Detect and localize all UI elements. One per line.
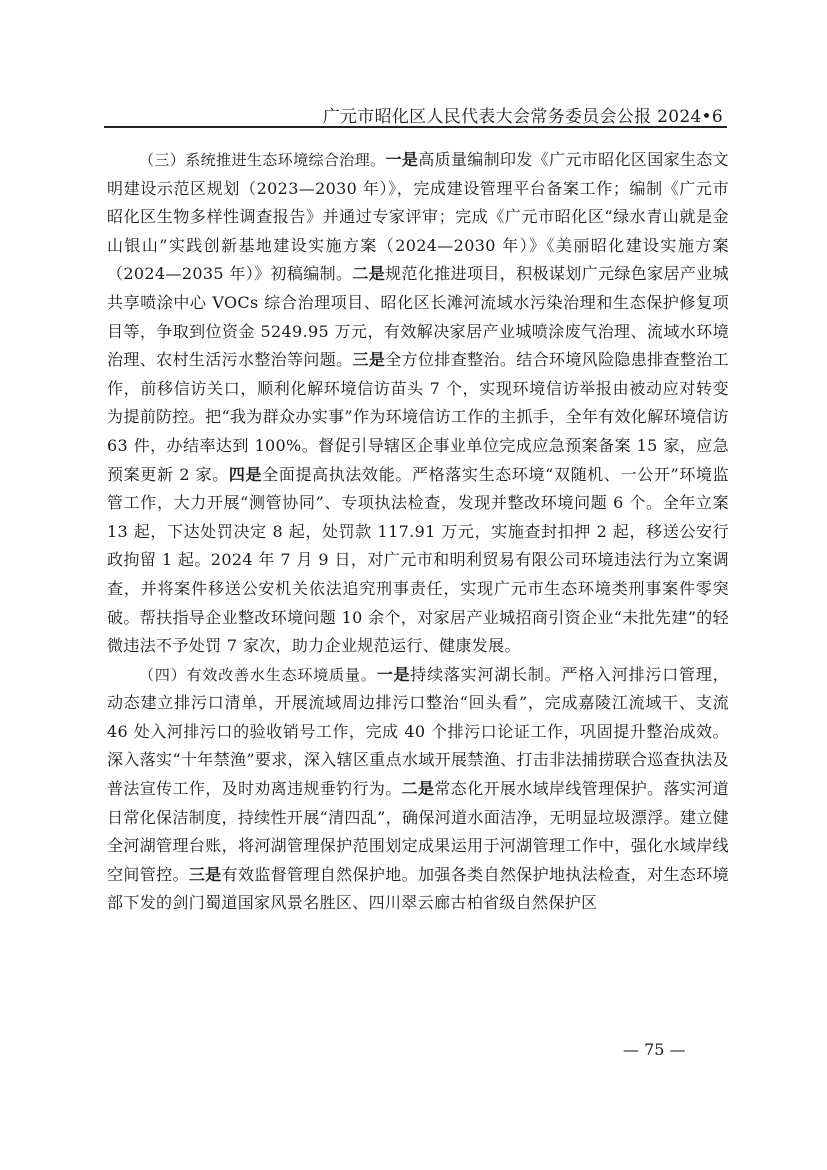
- emphasis-text: 三是: [188, 864, 222, 884]
- body-text: 全面提高执法效能。严格落实生态环境“双随机、一公开”环境监管工作，大力开展“测管协同”、专项执法检查，发现并整改环境问题 6 个。全年立案 13 起，下达处罚决定 8 起，处罚款 117.91 万元，实施查封扣押 2 起，移送公安行政拘留 1 起。2024 年 7 月 9 日，对广元市和明利贸易有限公司环境违法行为立案调查，并将案件移送公安机关依法追究刑事责任，实现广元市生态环境类刑事案件零突破。帮扶指导企业整改环境问题 10 余个，对家居产业城招商引资企业“未批先建”的轻微违法不予处罚 7 家次，助力企业规范运行、健康发展。: [107, 464, 729, 656]
- emphasis-text: 一是: [376, 664, 411, 684]
- body-text: 规范化推进项目，积极谋划广元绿色家居产业城共享喷涂中心 VOCs 综合治理项目、昭化区长滩河流域水污染治理和生态保护修复项目等，争取到位资金 5249.95 万元，有效解决家居产业城喷涂废气治理、流域水环境治理、农村生活污水整治等问题。: [107, 264, 729, 370]
- page-header-title: 广元市昭化区人民代表大会常务委员会公报 2024•6: [322, 107, 723, 127]
- paragraph-section-3: [107, 146, 729, 661]
- paragraph-section-4: [107, 661, 729, 918]
- section-heading: （四）有效改善水生态环境质量。: [139, 665, 377, 684]
- body-text: 有效监督管理自然保护地。加强各类自然保护地执法检查，对生态环境部下发的剑门蜀道国家风景名胜区、四川翠云廊古柏省级自然保护区: [107, 864, 729, 913]
- body-text: 常态化开展水域岸线管理保护。落实河道日常化保洁制度，持续性开展“清四乱”，确保河道水面洁净，无明显垃圾漂浮。建立健全河湖管理台账，将河湖管理保护范围划定成果运用于河湖管理工作中，强化水域岸线空间管控。: [107, 779, 730, 884]
- header-rule: [104, 126, 727, 128]
- emphasis-text: 二是: [401, 779, 435, 799]
- section-heading: （三）系统推进生态环境综合治理。: [139, 151, 386, 169]
- body-text: 高质量编制印发《广元市昭化区国家生态文明建设示范区规划（2023—2030 年）》，完成建设管理平台备案工作；编制《广元市昭化区生物多样性调查报告》并通过专家评审；完成《广元市昭化区“绿水青山就是金山银山”实践创新基地建设实施方案（2024—2030 年）》《美丽昭化建设实施方案（2024—2035 年）》初稿编制。: [107, 150, 730, 284]
- emphasis-text: 四是: [228, 464, 263, 484]
- emphasis-text: 一是: [385, 150, 419, 169]
- emphasis-text: 二是: [352, 264, 386, 284]
- body-text: 全方位排查整治。结合环境风险隐患排查整治工作，前移信访关口，顺利化解环境信访苗头 7 个，实现环境信访举报由被动应对转变为提前防控。把“我为群众办实事”作为环境信访工作的主抓手，全年有效化解环境信访 63 件，办结率达到 100%。督促引导辖区企事业单位完成应急预案备案 15 家，应急预案更新 2 家。: [107, 350, 730, 484]
- body-text: 持续落实河湖长制。严格入河排污口管理，动态建立排污口清单，开展流域周边排污口整治“回头看”，完成嘉陵江流域干、支流 46 处入河排污口的验收销号工作，完成 40 个排污口论证工作，巩固提升整治成效。深入落实“十年禁渔”要求，深入辖区重点水域开展禁渔、打击非法捕捞联合巡查执法及普法宣传工作，及时劝离违规垂钓行为。: [107, 664, 730, 799]
- page-number: — 75 —: [623, 1040, 686, 1059]
- document-body: [107, 146, 729, 918]
- emphasis-text: 三是: [352, 350, 386, 370]
